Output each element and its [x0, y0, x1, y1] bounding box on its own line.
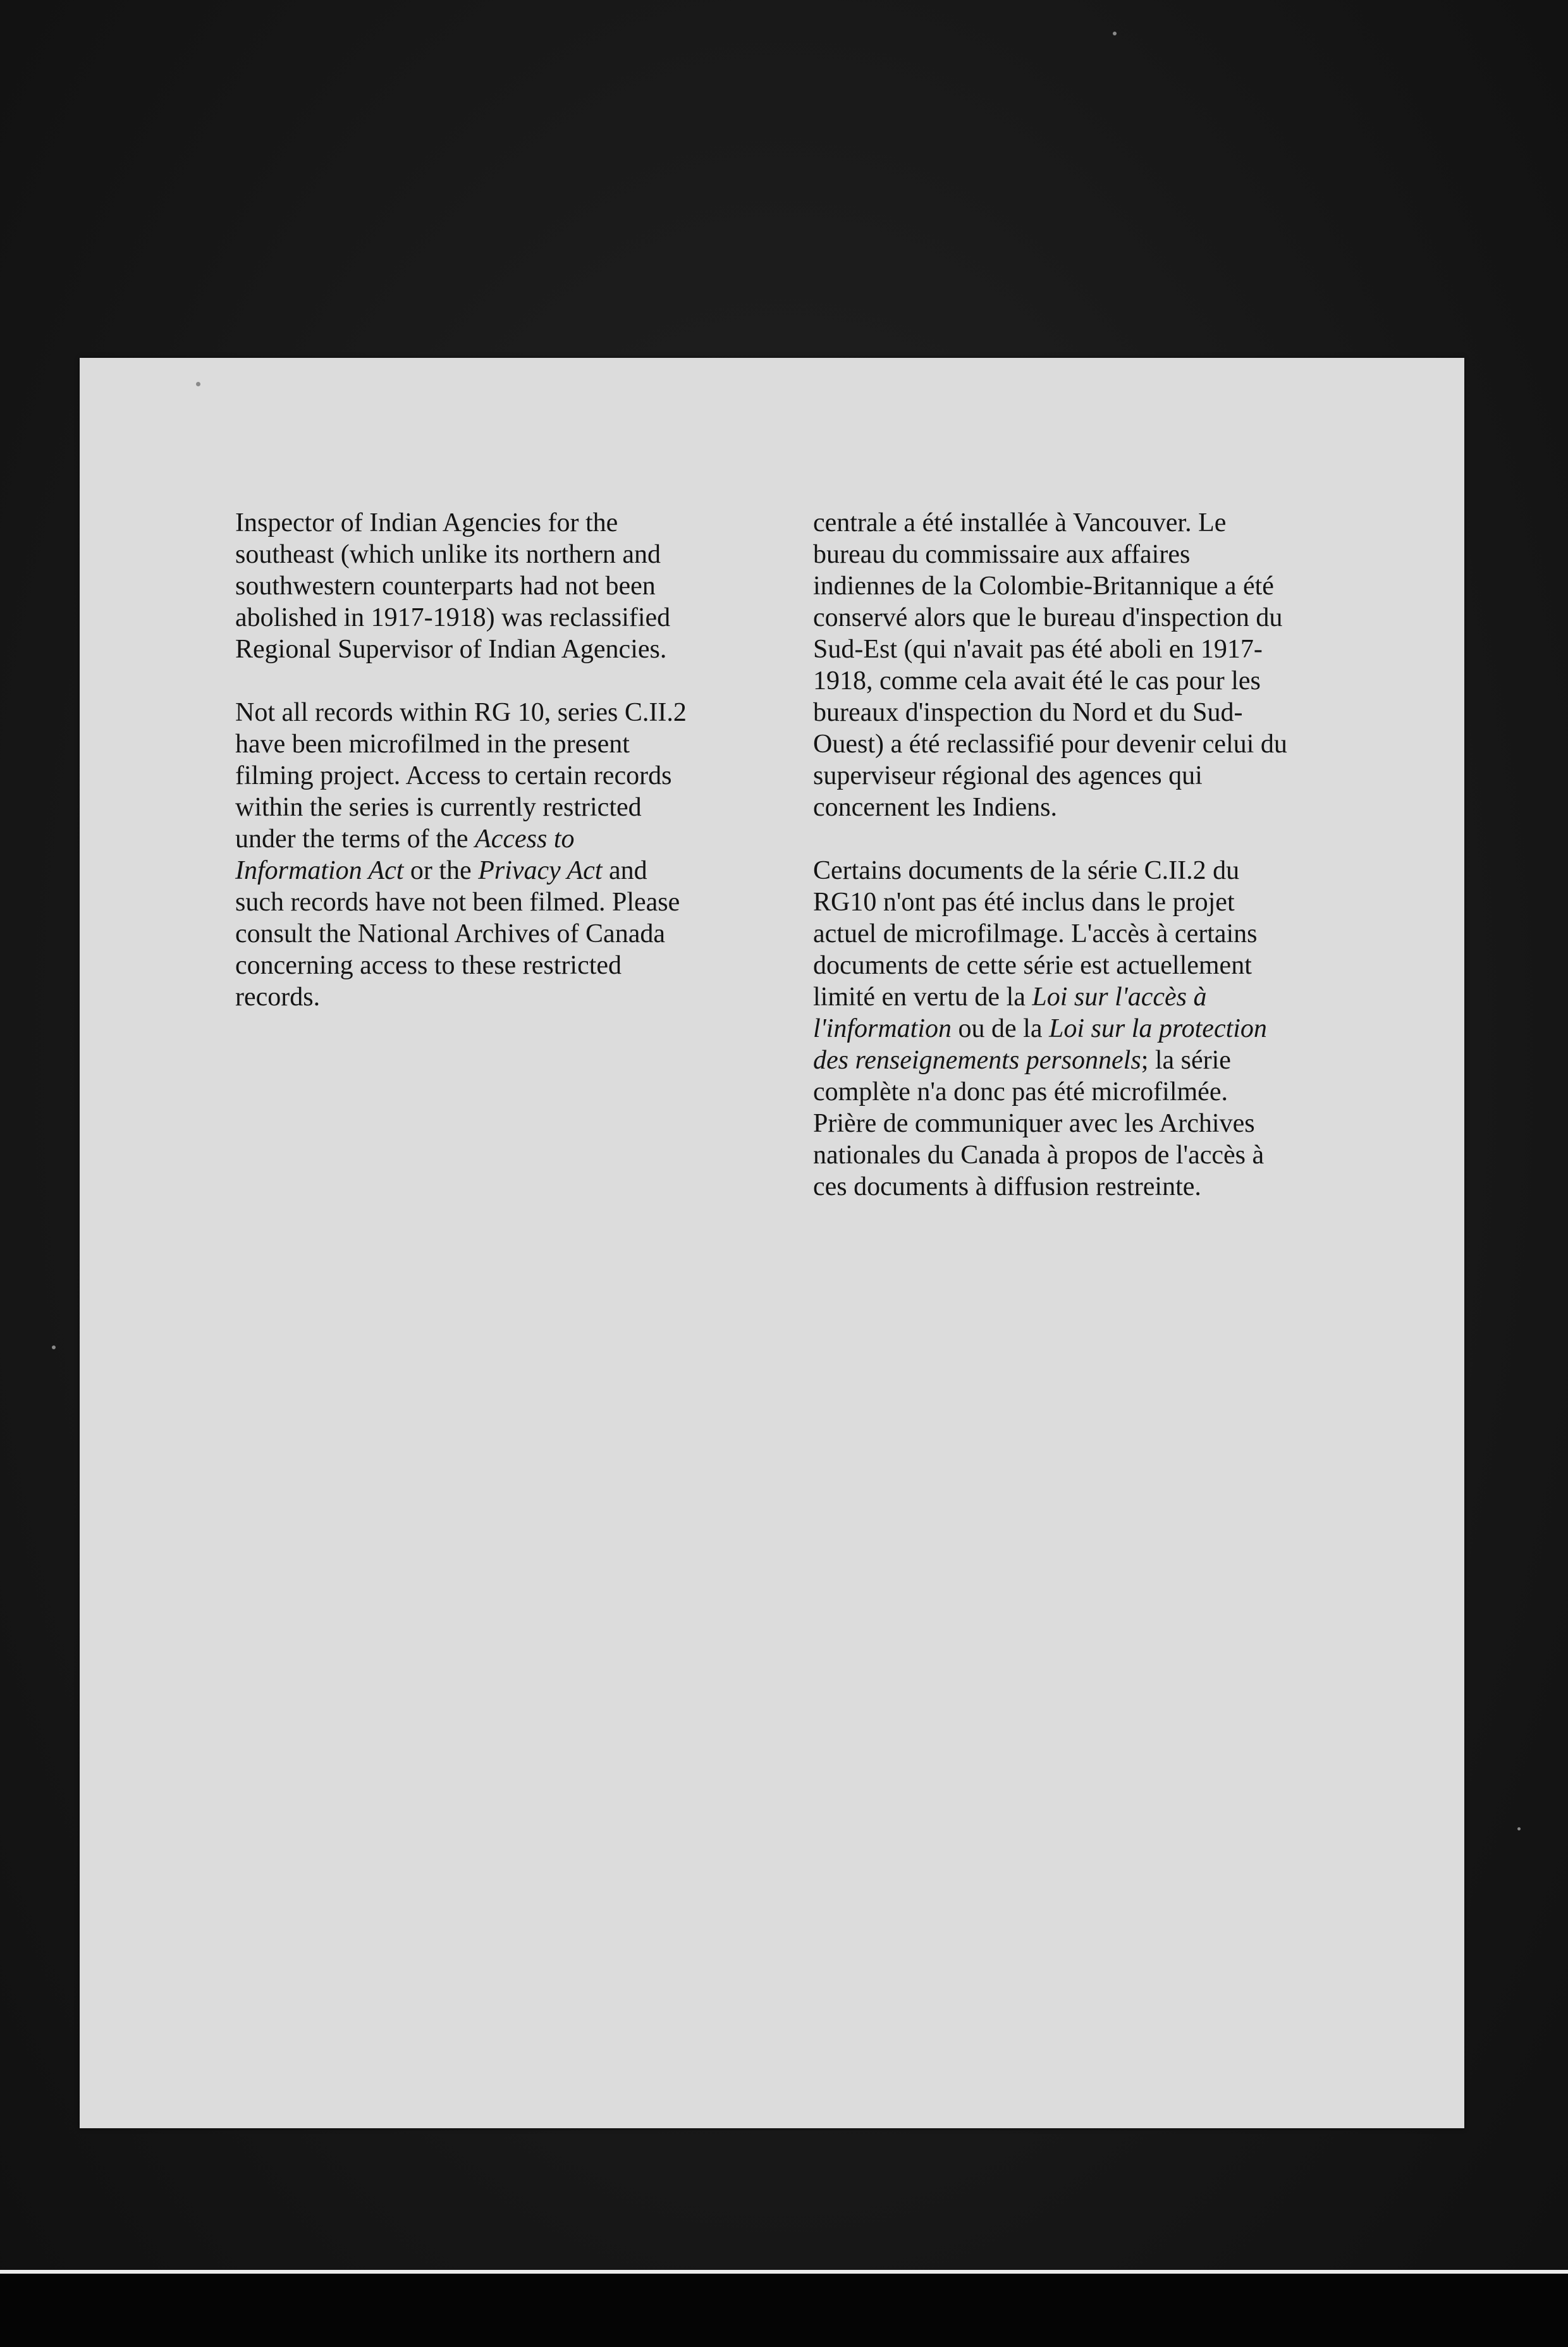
french-paragraph-2-text-c: ; la série complète n'a donc pas été microfilmée. Prière de communiquer avec les Archives nationales du Canada à propos de l'accès à ces documents à diffusion restreinte.	[813, 1046, 1265, 1201]
french-column	[813, 507, 1369, 1234]
english-paragraph-2-text-c: and such records have not been filmed. Please consult the National Archives of Canada concerning access to these restricted records.	[235, 856, 680, 1012]
scan-speck	[52, 1345, 56, 1349]
french-paragraph-1: centrale a été installée à Vancouver. Le bureau du commissaire aux affaires indiennes de la Colombie-Britannique a été conservé alors que le bureau d'inspection du Sud-Est (qui n'avait pas été aboli en 1917- 1918, comme cela avait été le cas pour les bureaux d'inspection du Nord et du Sud- Ouest) a été reclassifié pour devenir celui du superviseur régional des agences qui concernent les Indiens.	[813, 508, 1287, 822]
film-edge-band	[0, 2274, 1568, 2347]
english-column	[235, 507, 760, 1045]
privacy-act-title: Privacy Act	[478, 856, 603, 885]
scan-speck	[1517, 1827, 1521, 1830]
loi-protection-renseignements-title: Loi sur la protection des renseignements personnels	[813, 1014, 1267, 1075]
french-paragraph-2-text-a: Certains documents de la série C.II.2 du RG10 n'ont pas été inclus dans le projet actuel de microfilmage. L'accès à certains documents de cette série est actuellement limité en vertu de la	[813, 856, 1258, 1012]
access-to-information-act-title: Access to Information Act	[235, 824, 575, 885]
english-paragraph-2-text-a: Not all records within RG 10, series C.II.2 have been microfilmed in the present filming project. Access to certain records within the series is currently restricted under the terms of the	[235, 698, 687, 854]
english-paragraph-2-text-b: or the	[403, 856, 479, 885]
document-page	[80, 358, 1464, 2128]
english-paragraph-1: Inspector of Indian Agencies for the southeast (which unlike its northern and southwestern counterparts had not been abolished in 1917-1918) was reclassified Regional Supervisor of Indian Agencies.	[235, 508, 671, 664]
french-paragraph-2	[813, 855, 1369, 1203]
loi-acces-information-title: Loi sur l'accès à l'information	[813, 983, 1207, 1043]
english-paragraph-2	[235, 697, 760, 1013]
french-paragraph-2-text-b: ou de la	[952, 1014, 1049, 1043]
scan-speck	[196, 382, 200, 386]
scan-speck	[1113, 32, 1117, 35]
